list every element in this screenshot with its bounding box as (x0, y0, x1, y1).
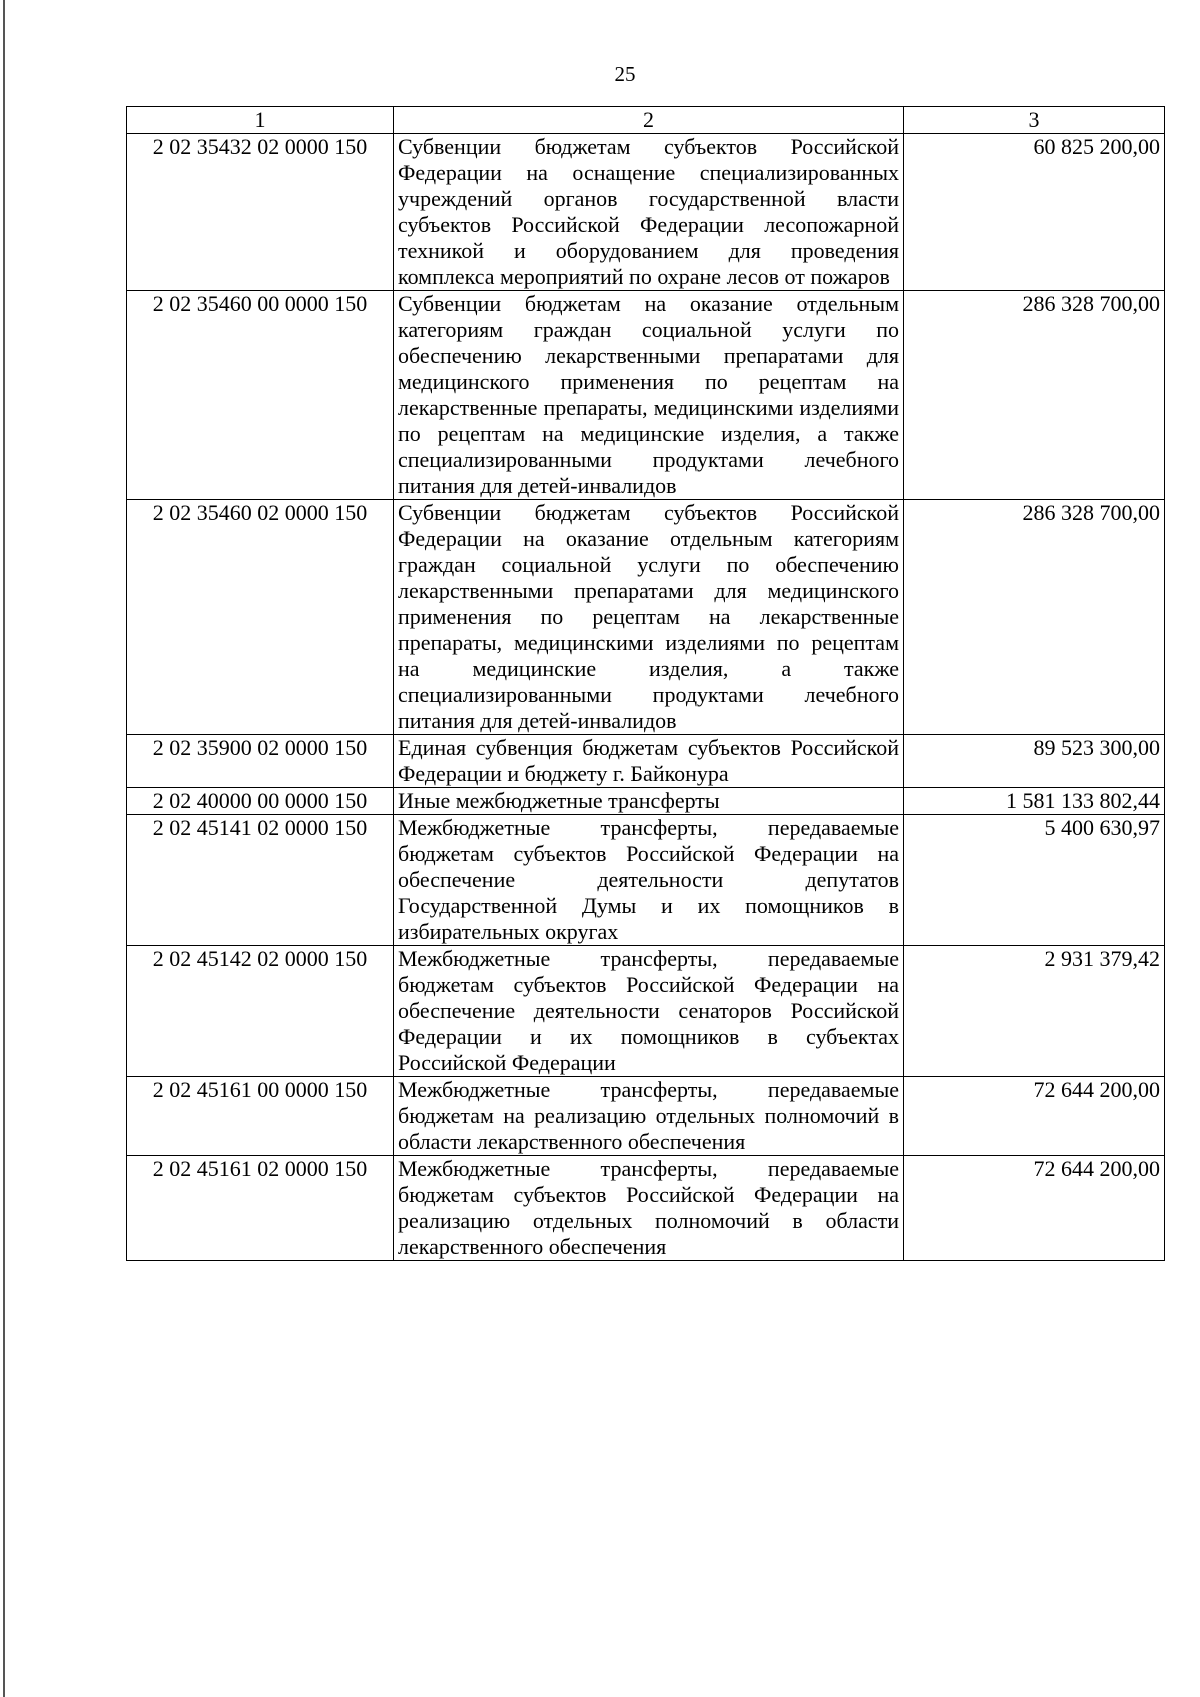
row-code: 2 02 35432 02 0000 150 (127, 134, 394, 291)
row-name: Межбюджетные трансферты, передаваемые бюджетам субъектов Российской Федерации на реализацию отдельных полномочий в области лекарственного обеспечения (394, 1156, 904, 1261)
row-code: 2 02 35460 02 0000 150 (127, 500, 394, 735)
row-code: 2 02 35900 02 0000 150 (127, 735, 394, 788)
scan-edge-line (3, 0, 5, 1697)
row-code: 2 02 40000 00 0000 150 (127, 788, 394, 815)
table-row (127, 500, 1165, 735)
table-row (127, 735, 1165, 788)
row-name: Межбюджетные трансферты, передаваемые бюджетам на реализацию отдельных полномочий в области лекарственного обеспечения (394, 1077, 904, 1156)
table-row (127, 134, 1165, 291)
table-header-row (127, 107, 1165, 134)
row-amount: 72 644 200,00 (904, 1156, 1165, 1261)
column-header-code: 1 (127, 107, 394, 134)
row-name: Субвенции бюджетам субъектов Российской Федерации на оказание отдельным категориям граждан социальной услуги по обеспечению лекарственными препаратами для медицинского применения по рецептам на лекарственные препараты, медицинскими изделиями по рецептам на медицинские изделия, а также специализированными продуктами лечебного питания для детей-инвалидов (394, 500, 904, 735)
row-name: Субвенции бюджетам на оказание отдельным категориям граждан социальной услуги по обеспечению лекарственными препаратами для медицинского применения по рецептам на лекарственные препараты, медицинскими изделиями по рецептам на медицинские изделия, а также специализированными продуктами лечебного питания для детей-инвалидов (394, 291, 904, 500)
row-amount: 2 931 379,42 (904, 946, 1165, 1077)
table-row (127, 946, 1165, 1077)
table-row (127, 291, 1165, 500)
row-code: 2 02 35460 00 0000 150 (127, 291, 394, 500)
row-amount: 286 328 700,00 (904, 500, 1165, 735)
row-amount: 5 400 630,97 (904, 815, 1165, 946)
row-name: Единая субвенция бюджетам субъектов Российской Федерации и бюджету г. Байконура (394, 735, 904, 788)
row-amount: 60 825 200,00 (904, 134, 1165, 291)
row-code: 2 02 45161 00 0000 150 (127, 1077, 394, 1156)
row-code: 2 02 45141 02 0000 150 (127, 815, 394, 946)
row-name: Субвенции бюджетам субъектов Российской Федерации на оснащение специализированных учреждений органов государственной власти субъектов Российской Федерации лесопожарной техникой и оборудованием для проведения комплекса мероприятий по охране лесов от пожаров (394, 134, 904, 291)
row-amount: 72 644 200,00 (904, 1077, 1165, 1156)
table-row (127, 815, 1165, 946)
row-code: 2 02 45142 02 0000 150 (127, 946, 394, 1077)
column-header-amount: 3 (904, 107, 1165, 134)
row-name: Межбюджетные трансферты, передаваемые бюджетам субъектов Российской Федерации на обеспечение деятельности депутатов Государственной Думы и их помощников в избирательных округах (394, 815, 904, 946)
row-code: 2 02 45161 02 0000 150 (127, 1156, 394, 1261)
budget-table (126, 106, 1165, 1261)
row-amount: 286 328 700,00 (904, 291, 1165, 500)
row-name: Межбюджетные трансферты, передаваемые бюджетам субъектов Российской Федерации на обеспечение деятельности сенаторов Российской Федерации и их помощников в субъектах Российской Федерации (394, 946, 904, 1077)
table-row (127, 1156, 1165, 1261)
row-name: Иные межбюджетные трансферты (394, 788, 904, 815)
page-number: 25 (614, 62, 636, 86)
row-amount: 89 523 300,00 (904, 735, 1165, 788)
table-row (127, 1077, 1165, 1156)
column-header-name: 2 (394, 107, 904, 134)
table-row (127, 788, 1165, 815)
row-amount: 1 581 133 802,44 (904, 788, 1165, 815)
